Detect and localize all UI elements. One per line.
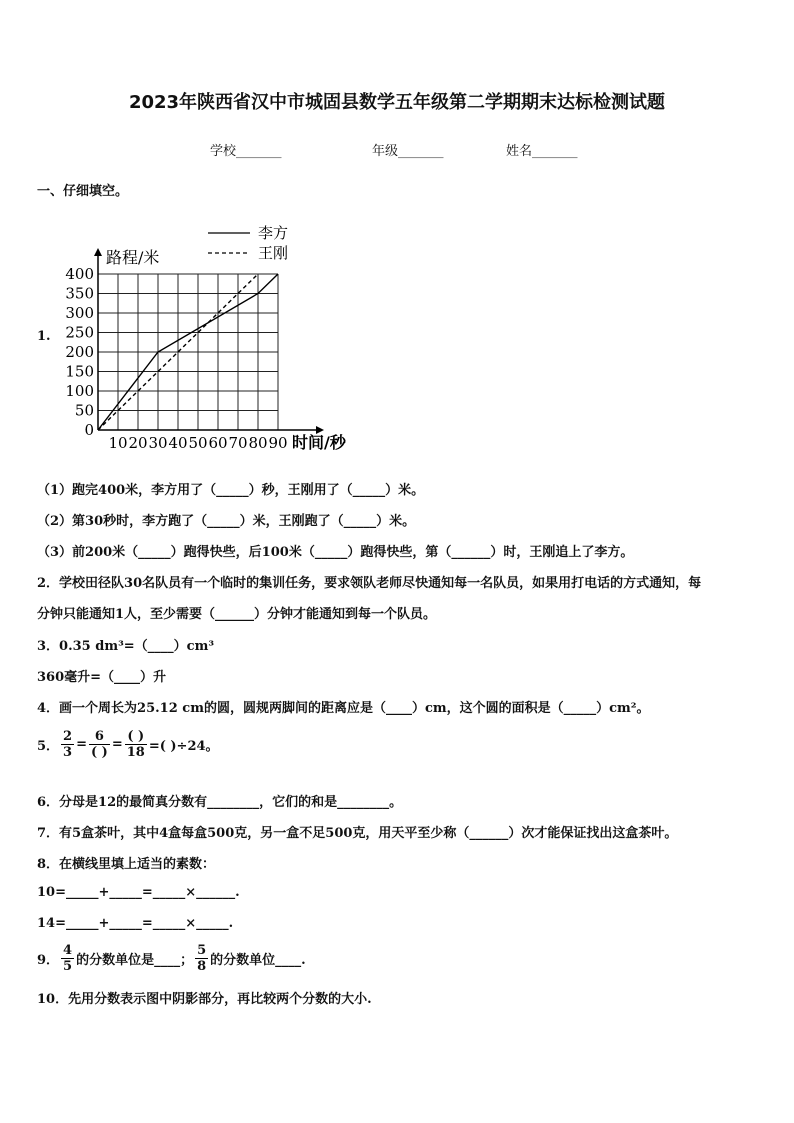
q3-line1: 3．0.35 dm³=（____）cm³ bbox=[37, 639, 215, 654]
q1-number: 1. bbox=[37, 329, 51, 344]
y-tick-label: 0 bbox=[84, 421, 94, 439]
y-tick-label: 350 bbox=[65, 284, 94, 303]
section-heading: 一、仔细填空。 bbox=[37, 184, 129, 199]
q9-fraction-1 bbox=[61, 943, 74, 974]
chart-axes bbox=[94, 248, 324, 434]
q9-f1-den: 5 bbox=[63, 959, 73, 974]
y-tick-label: 250 bbox=[65, 323, 94, 342]
y-tick-label: 300 bbox=[65, 304, 94, 322]
x-tick-label: 10 bbox=[108, 434, 128, 452]
x-tick-label: 90 bbox=[268, 434, 288, 452]
q9-fraction-2 bbox=[195, 943, 208, 974]
q2-line1: 2．学校田径队30名队员有一个临时的集训任务，要求领队老师尽快通知每一名队员，如果用打电话的方式通知，每 bbox=[37, 576, 702, 591]
x-tick-label: 70 bbox=[228, 434, 248, 452]
q2-line2: 分钟只能通知1人，至少需要（______）分钟才能通知到每一个队员。 bbox=[37, 607, 437, 622]
q8-line2: 14=_____+_____=_____×_____. bbox=[37, 916, 234, 931]
line-chart bbox=[60, 215, 360, 455]
q5-eq-1: = bbox=[76, 737, 87, 752]
q5-fraction-3 bbox=[125, 729, 147, 760]
y-tick-label: 50 bbox=[74, 401, 94, 420]
q3-line2: 360毫升=（____）升 bbox=[37, 670, 167, 685]
q5-tail: =( )÷24。 bbox=[148, 739, 219, 754]
grade-field: 年级_______ bbox=[372, 144, 444, 159]
page-title: 2023年陕西省汉中市城固县数学五年级第二学期期末达标检测试题 bbox=[128, 92, 666, 113]
q5-eq-2: = bbox=[111, 737, 123, 752]
q8-line1: 10=_____+_____=_____×______. bbox=[37, 885, 240, 900]
q5-number: 5． bbox=[37, 739, 60, 754]
name-field: 姓名_______ bbox=[506, 144, 578, 159]
x-tick-label: 30 bbox=[148, 434, 168, 452]
y-tick-label: 150 bbox=[65, 362, 94, 381]
q5-f3-den: 18 bbox=[126, 745, 145, 760]
y-tick-label: 100 bbox=[65, 382, 94, 400]
q9-row bbox=[37, 943, 306, 974]
q10-text: 10．先用分数表示图中阴影部分，再比较两个分数的大小. bbox=[37, 992, 372, 1007]
x-axis-label: 时间/秒 bbox=[292, 433, 346, 452]
y-tick-label: 200 bbox=[65, 343, 94, 361]
y-tick-label: 400 bbox=[65, 265, 94, 283]
x-tick-label: 20 bbox=[128, 434, 148, 452]
y-axis-label: 路程/米 bbox=[106, 248, 160, 267]
q5-f2-num: 6 bbox=[89, 729, 110, 745]
x-tick-label: 80 bbox=[248, 434, 268, 452]
q9-f2-den: 8 bbox=[197, 959, 207, 974]
x-tick-label: 50 bbox=[188, 434, 208, 452]
q5-f2-den: ( ) bbox=[91, 745, 108, 760]
q5-f1-num: 2 bbox=[63, 729, 73, 744]
q5-row bbox=[37, 729, 219, 760]
q8-title: 8．在横线里填上适当的素数： bbox=[37, 857, 216, 872]
x-tick-label: 40 bbox=[168, 434, 188, 452]
q5-fraction-1 bbox=[61, 729, 74, 760]
q9-f1-num: 4 bbox=[63, 943, 73, 958]
q5-f3-num: ( ) bbox=[125, 729, 147, 745]
y-axis-arrow bbox=[94, 248, 102, 256]
q7-text: 7．有5盒茶叶，其中4盒每盒500克，另一盒不足500克，用天平至少称（______）次才能保证找出这盒茶叶。 bbox=[37, 826, 678, 841]
school-field: 学校_______ bbox=[210, 144, 282, 159]
q6-text: 6．分母是12的最简真分数有________，它们的和是________。 bbox=[37, 795, 403, 810]
chart-legend bbox=[208, 224, 288, 262]
q9-mid: 的分数单位是____； bbox=[76, 953, 194, 968]
q1-sub2: （2）第30秒时，李方跑了（_____）米，王刚跑了（_____）米。 bbox=[37, 514, 416, 529]
q9-tail: 的分数单位____. bbox=[210, 953, 306, 968]
q5-fraction-2 bbox=[89, 729, 110, 760]
legend-label: 李方 bbox=[258, 224, 289, 242]
q5-f1-den: 3 bbox=[63, 745, 73, 760]
q4-text: 4．画一个周长为25.12 cm的圆，圆规两脚间的距离应是（____）cm，这个圆的面积是（_____）cm²。 bbox=[37, 701, 650, 716]
q1-sub1: （1）跑完400米，李方用了（_____）秒，王刚用了（_____）米。 bbox=[37, 483, 425, 498]
q9-f2-num: 5 bbox=[197, 943, 207, 958]
q9-number: 9． bbox=[37, 953, 60, 968]
q1-sub3: （3）前200米（_____）跑得快些，后100米（_____）跑得快些，第（______）时，王刚追上了李方。 bbox=[37, 545, 634, 560]
legend-label: 王刚 bbox=[258, 244, 289, 262]
x-tick-label: 60 bbox=[208, 434, 228, 452]
